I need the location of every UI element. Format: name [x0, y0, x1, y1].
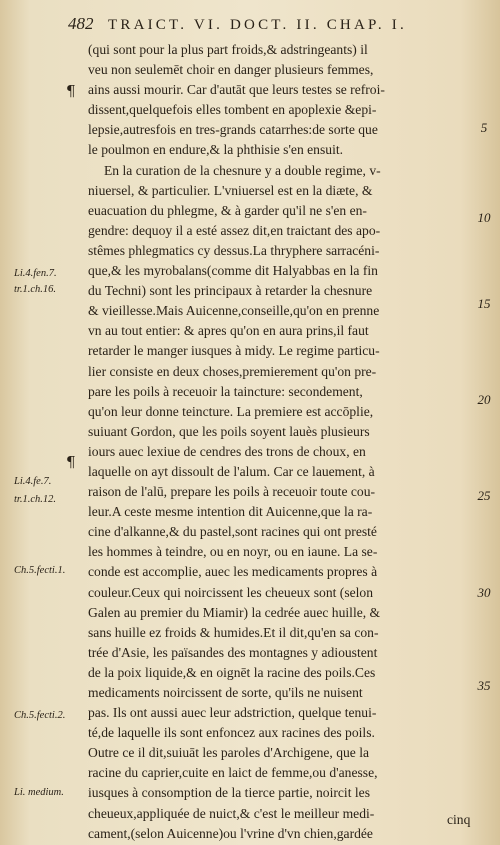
- text-line: que,& les myrobalans(comme dit Halyabbas en la fin: [88, 263, 378, 279]
- line-number: 35: [477, 678, 491, 693]
- line-number: 5: [480, 120, 488, 135]
- margin-note: Li.4.fe.7.: [14, 476, 52, 487]
- text-line: lier consiste en deux choses,premierement qu'on pre-: [88, 363, 377, 379]
- running-head: [68, 14, 498, 36]
- margin-note: Li.4.fen.7.: [14, 268, 57, 279]
- text-line: retarder le manger iusques à midy. Le regime particu-: [88, 343, 380, 359]
- text-line: trée d'Asie, les païsandes des montagnes y adioustent: [88, 644, 378, 660]
- text-line: gendre: dequoy il a esté assez dit,en traictant des apo-: [88, 222, 381, 238]
- text-line: dissent,quelquefois elles tombent en apoplexie &epi-: [88, 102, 377, 118]
- text-line: cament,(selon Auicenne)ou l'vrine d'vn chien,gardée: [88, 825, 373, 841]
- text-line: le poulmon en endure,& la phthisie s'en ensuit.: [88, 142, 344, 158]
- text-line: iours auec lexiue de cendres des trons de choux, en: [88, 443, 366, 459]
- text-line: Galen au premier du Miamir) la cedrée auec huille, &: [88, 604, 381, 620]
- line-number: 30: [477, 585, 491, 600]
- text-line: du Techni) sont les principaux à retarder la chesnure: [88, 283, 373, 299]
- running-title: TRAICT. VI. DOCT. II. CHAP. I.: [108, 17, 407, 33]
- margin-note: Li. medium.: [14, 787, 64, 798]
- text-line: racine du caprier,cuite en laict de femme,ou d'anesse,: [88, 765, 378, 781]
- text-line: té,de laquelle ils sont enfoncez aux racines des poils.: [88, 725, 375, 741]
- text-line: sans huille ez froids & humides.Et il dit,qu'en sa con-: [88, 624, 379, 640]
- text-line: pare les poils à receuoir la taincture: secondement,: [88, 383, 363, 399]
- text-line: leur.A ceste mesme intention dit Auicenne,que la ra-: [88, 504, 373, 520]
- text-line: & vieillesse.Mais Auicenne,conseille,qu'on en prenne: [88, 303, 380, 319]
- text-line: niuersel, & particulier. L'vniuersel est en la diæte, &: [88, 182, 373, 198]
- text-line: (qui sont pour la plus part froids,& adstringeants) il: [88, 42, 368, 57]
- text-line: suiuant Gordon, que les poils soyent lauès plusieurs: [88, 423, 370, 439]
- text-line: ains aussi mourir. Car d'autāt que leurs testes se refroi-: [88, 82, 385, 98]
- line-number: 15: [477, 296, 491, 311]
- text-line: lepsie,autresfois en tres-grands catarrhes:de sorte que: [88, 122, 378, 138]
- pilcrow-mark: ¶: [66, 82, 76, 100]
- pilcrow-mark: ¶: [66, 453, 76, 471]
- text-line: vn au tout entier: & apres qu'on en aura prins,il faut: [88, 323, 369, 339]
- margin-note: tr.1.ch.12.: [14, 494, 56, 505]
- margin-note: Ch.5.fecti.2.: [14, 710, 66, 721]
- catchword: cinq: [447, 812, 471, 827]
- text-line: euacuation du phlegme, & à garder qu'il ne s'en en-: [88, 202, 367, 218]
- text-line: les hommes à teindre, ou en noyr, ou en iaune. La se-: [88, 544, 378, 560]
- margin-note: Ch.5.fecti.1.: [14, 565, 66, 576]
- text-line: pas. Ils ont aussi auec leur adstriction, quelque tenui-: [88, 705, 377, 721]
- text-line: raison de l'alū, prepare les poils à receuoir toute cou-: [88, 484, 376, 500]
- margin-note: tr.1.ch.16.: [14, 284, 56, 295]
- line-number: 10: [477, 210, 491, 225]
- text-line: laquelle on ayt dissoult de l'alum. Car ce lauement, à: [88, 463, 375, 479]
- text-line: conde est accomplie, auec les medicaments propres à: [88, 564, 378, 580]
- text-line: En la curation de la chesnure y a double regime, v-: [104, 162, 381, 178]
- text-line: couleur.Ceux qui noircissent les cheueux sont (selon: [88, 584, 374, 600]
- page-number: 482: [68, 14, 94, 33]
- main-text-block: [88, 40, 476, 844]
- text-line: veu non seulemēt choir en danger plusieurs femmes,: [88, 62, 374, 78]
- text-line: qu'on leur donne teincture. La premiere est accōplie,: [88, 403, 374, 419]
- line-number: 25: [477, 488, 491, 503]
- line-number: 20: [477, 392, 491, 407]
- text-line: de la poix liquide,& en oignēt la racine des poils.Ces: [88, 664, 376, 680]
- text-line: Outre ce il dit,suiuāt les paroles d'Archigene, que la: [88, 745, 370, 761]
- text-line: cheueux,appliquée de nuict,& c'est le meilleur medi-: [88, 805, 375, 821]
- text-line: stêmes phlegmatics cy dessus.La thryphere sarracéni-: [88, 242, 380, 258]
- text-line: medicaments noircissent de sorte, qu'ils ne nuisent: [88, 685, 363, 700]
- text-line: iusques à consomption de la tierce partie, noircit les: [88, 785, 370, 801]
- text-line: cine d'alkanne,& du pastel,sont racines qui ont presté: [88, 524, 377, 540]
